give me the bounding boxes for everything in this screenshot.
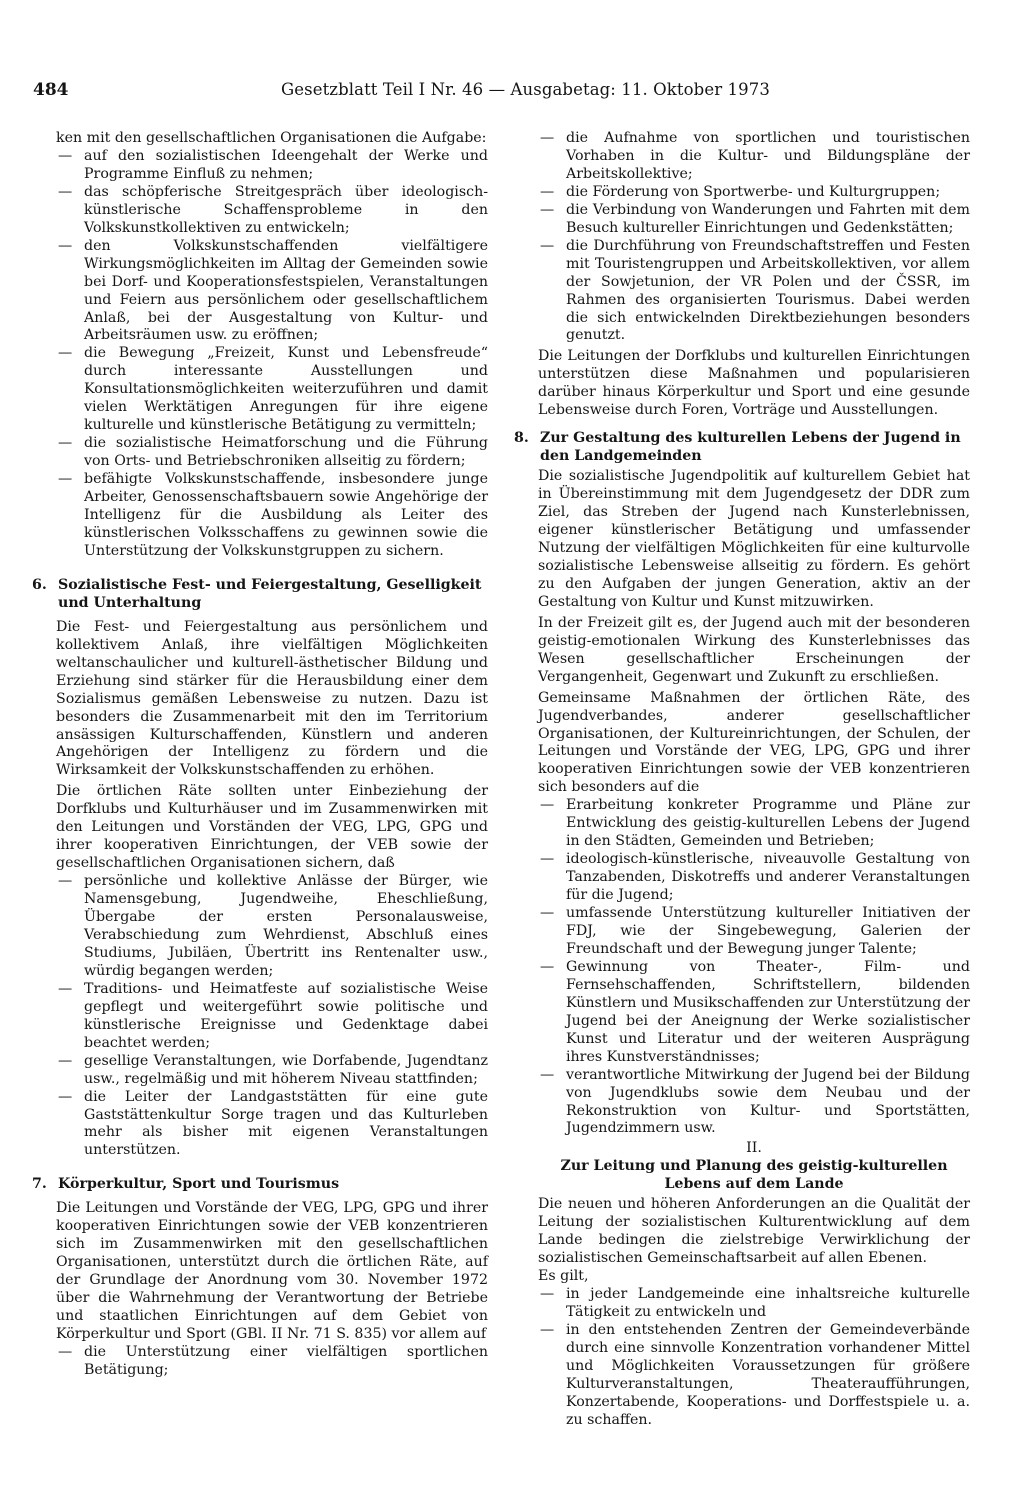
section-heading-8: 8. Zur Gestaltung des kulturellen Lebens der Jugend in den Landgemeinden bbox=[514, 430, 961, 465]
paragraph: Die Fest- und Feiergestaltung aus persönlichem und kollektivem Anlaß, ihre vielfältigen Möglichkeiten weltanschaulicher und kulturell-ästhetischer Bildung und Erziehung sind stärker für die Herausbildung einer dem Sozialismus gemäßen Lebensweise zu nutzen. Dazu ist besonders die Zusammenarbeit mit den im Territorium ansässigen Kulturschaffenden, Künstlern und anderen Angehörigen der Intelligenz zu fördern und die Wirksamkeit der Volkskunstschaffenden zu erhöhen. bbox=[56, 618, 488, 779]
list-item: — ideologisch-künstlerische, niveauvolle Gestaltung von Tanzabenden, Diskotreffs und anderer Veranstaltungen für die Jugend; bbox=[540, 851, 970, 904]
list-item: — die Verbindung von Wanderungen und Fahrten mit dem Besuch kultureller Einrichtungen und Gedenkstätten; bbox=[540, 201, 970, 236]
intro-text: ken mit den gesellschaftlichen Organisationen die Aufgabe: bbox=[56, 130, 487, 146]
list-item: — befähigte Volkskunstschaffende, insbesondere junge Arbeiter, Genossenschaftsbauern sowie Angehörige der Intelligenz für die Ausbildung als Leiter des künstlerischen Volksschaffens zu gewinnen sowie die Unterstützung der Volkskunstgruppen zu sichern. bbox=[58, 471, 488, 559]
part-heading: Zur Leitung und Planung des geistig-kulturellen Lebens auf dem Lande bbox=[560, 1158, 948, 1193]
list-item: — Traditions- und Heimatfeste auf sozialistische Weise gepflegt und weitergeführt sowie politische und künstlerische Ereignisse und Gedenktage dabei beachtet werden; bbox=[58, 980, 488, 1051]
paragraph: In der Freizeit gilt es, der Jugend auch mit der besonderen geistig-emotionalen Wirkung des Kunsterlebnisses das Wesen gesellschaftlicher Erscheinungen der Vergangenheit, Gegenwart und Zukunft zu erschließen. bbox=[538, 614, 970, 685]
part-number: II. bbox=[746, 1140, 762, 1157]
list-item: — Gewinnung von Theater-, Film- und Fernsehschaffenden, Schriftstellern, bildenden Künstlern und Musikschaffenden zur Unterstützung der Jugend bei der Aneignung der Werke sozialistischer Kunst und Literatur und der weiteren Ausprägung ihres Kunstverständnisses; bbox=[540, 958, 970, 1065]
list-item: — Erarbeitung konkreter Programme und Pläne zur Entwicklung des geistig-kulturellen Lebens der Jugend in den Städten, Gemeinden und Betrieben; bbox=[540, 797, 970, 850]
right-column bbox=[514, 130, 970, 1430]
list-item: — auf den sozialistischen Ideengehalt der Werke und Programme Einfluß zu nehmen; bbox=[58, 147, 488, 182]
list-item: — das schöpferische Streitgespräch über ideologisch-künstlerische Schaffensprobleme in den Volkskunstkollektiven zu entwickeln; bbox=[58, 183, 488, 236]
list-item: — den Volkskunstschaffenden vielfältigere Wirkungsmöglichkeiten im Alltag der Gemeinden sowie bei Dorf- und Kooperationsfestspielen, Veranstaltungen und Feiern aus persönlichem oder gesellschaftlichem Anlaß, bei der Ausgestaltung von Kultur- und Arbeitsräumen usw. zu eröffnen; bbox=[58, 237, 488, 344]
list-item: — die sozialistische Heimatforschung und die Führung von Orts- und Betriebschroniken allseitig zu fördern; bbox=[58, 435, 488, 470]
page-number: 484 bbox=[33, 80, 69, 100]
list-item: — gesellige Veranstaltungen, wie Dorfabende, Jugendtanz usw., regelmäßig und mit höherem Niveau stattfinden; bbox=[58, 1052, 488, 1087]
paragraph: Gemeinsame Maßnahmen der örtlichen Räte, des Jugendverbandes, anderer gesellschaftlicher Organisationen, der Kultureinrichtungen, der Schulen, der Leitungen und Vorstände der VEG, LPG, GPG und ihrer kooperativen Einrichtungen sowie der VEB konzentrieren sich besonders auf die bbox=[538, 689, 970, 796]
running-title: Gesetzblatt Teil I Nr. 46 — Ausgabetag: 11. Oktober 1973 bbox=[281, 80, 770, 99]
list-item: — die Durchführung von Freundschaftstreffen und Festen mit Touristengruppen und Arbeitskollektiven, vor allem der Sowjetunion, der VR Polen und der ČSSR, im Rahmen des organisierten Tourismus. Dabei werden die sich entwickelnden Direktbeziehungen besonders genutzt. bbox=[540, 237, 970, 344]
list-item: — die Förderung von Sportwerbe- und Kulturgruppen; bbox=[540, 183, 941, 200]
list-item: — verantwortliche Mitwirkung der Jugend bei der Bildung von Jugendklubs sowie dem Neubau und der Rekonstruktion von Kultur- und Sportstätten, Jugendzimmern usw. bbox=[540, 1066, 970, 1137]
page-header bbox=[33, 80, 993, 104]
section-heading-6: 6. Sozialistische Fest- und Feiergestaltung, Geselligkeit und Unterhaltung bbox=[32, 576, 482, 611]
paragraph: Es gilt, bbox=[538, 1268, 589, 1285]
list-item: — die Aufnahme von sportlichen und touristischen Vorhaben in die Kultur- und Bildungspläne der Arbeitskollektive; bbox=[540, 130, 970, 182]
list-item: — umfassende Unterstützung kultureller Initiativen der FDJ, wie der Singebewegung, Galerien der Freundschaft und der Bewegung junger Talente; bbox=[540, 905, 970, 957]
list-item: — die Bewegung „Freizeit, Kunst und Lebensfreude“ durch interessante Ausstellungen und Konsultationsmöglichkeiten weiterzuführen und damit vielen Werktätigen Anregungen für ihre eigene kulturelle und künstlerische Betätigung zu vermitteln; bbox=[58, 345, 488, 434]
list-item: — persönliche und kollektive Anlässe der Bürger, wie Namensgebung, Jugendweihe, Eheschließung, Übergabe der ersten Personalausweise, Verabschiedung zum Wehrdienst, Abschluß eines Studiums, Jubiläen, Übertritt ins Rentenalter usw., würdig begangen werden; bbox=[58, 873, 488, 979]
list-item: — in den entstehenden Zentren der Gemeindeverbände durch eine sinnvolle Konzentration vorhandener Mittel und Möglichkeiten Voraussetzungen für größere Kulturveranstaltungen, Theateraufführungen, Konzertabende, Kooperations- und Dorffestspiele u. a. zu schaffen. bbox=[540, 1321, 970, 1428]
paragraph: Die Leitungen und Vorstände der VEG, LPG, GPG und ihrer kooperativen Einrichtungen sowie der VEB konzentrieren sich im Zusammenwirken mit den gesellschaftlichen Organisationen, unterstützt durch die örtlichen Räte, auf der Grundlage der Anordnung vom 30. November 1972 über die Wahrnehmung der Verantwortung der Betriebe und staatlichen Einrichtungen auf dem Gebiet von Körperkultur und Sport (GBl. II Nr. 71 S. 835) vor allem auf bbox=[56, 1200, 488, 1342]
left-column bbox=[32, 130, 488, 1380]
list-item: — die Leiter der Landgaststätten für eine gute Gaststättenkultur Sorge tragen und das Kulturleben mehr als bisher mit eigenen Veranstaltungen unterstützen. bbox=[58, 1088, 488, 1159]
list-item: — die Unterstützung einer vielfältigen sportlichen Betätigung; bbox=[58, 1343, 488, 1378]
list-item: — in jeder Landgemeinde eine inhaltsreiche kulturelle Tätigkeit zu entwickeln und bbox=[540, 1286, 970, 1320]
paragraph: Die sozialistische Jugendpolitik auf kulturellem Gebiet hat in Übereinstimmung mit dem Jugendgesetz der DDR zum Ziel, das Streben der Jugend nach Kunsterlebnissen, eigener künstlerischer Betätigung und umfassender Nutzung der vielfältigen Möglichkeiten für eine kulturvolle sozialistische Lebensweise allseitig zu fördern. Es gehört zu den Aufgaben der jungen Generation, aktiv an der Gestaltung von Kultur und Kunst mitzuwirken. bbox=[538, 468, 970, 610]
paragraph: Die Leitungen der Dorfklubs und kulturellen Einrichtungen unterstützen diese Maßnahmen und popularisieren darüber hinaus Körperkultur und Sport und eine gesunde Lebensweise durch Foren, Vorträge und Ausstellungen. bbox=[538, 348, 970, 419]
paragraph: Die neuen und höheren Anforderungen an die Qualität der Leitung der sozialistischen Kulturentwicklung auf dem Lande bedingen die zielstrebige Verwirklichung der sozialistischen Gemeinschaftsarbeit auf allen Ebenen. bbox=[538, 1196, 970, 1267]
paragraph: Die örtlichen Räte sollten unter Einbeziehung der Dorfklubs und Kulturhäuser und im Zusammenwirken mit den Leitungen und Vorständen der VEG, LPG, GPG und ihrer kooperativen Einrichtungen, der VEB sowie der gesellschaftlichen Organisationen sichern, daß bbox=[56, 783, 488, 872]
section-heading-7: 7. Körperkultur, Sport und Tourismus bbox=[32, 1176, 340, 1193]
